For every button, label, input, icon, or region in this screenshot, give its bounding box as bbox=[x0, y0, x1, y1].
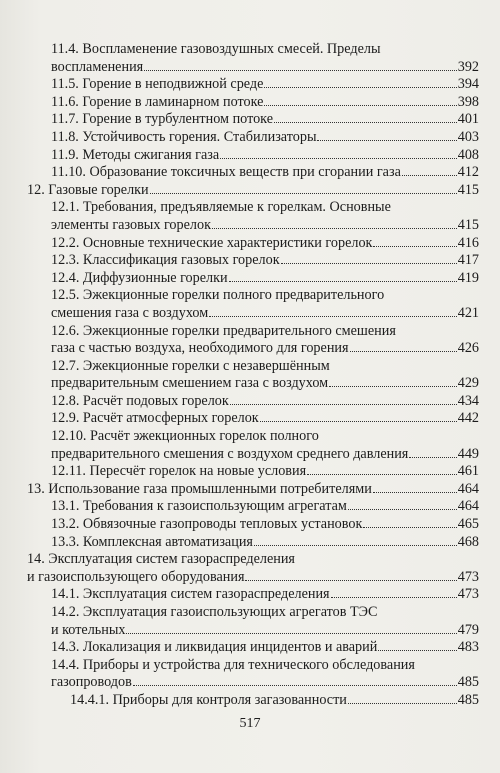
toc-entry-title: 14.3. Локализация и ликвидация инцидентов и аварий bbox=[51, 639, 378, 656]
toc-entry[interactable] bbox=[27, 111, 479, 129]
toc-entry-page: 485 bbox=[457, 674, 479, 691]
toc-entry[interactable] bbox=[27, 551, 479, 586]
dot-leader bbox=[409, 446, 456, 458]
toc-entry-page: 464 bbox=[457, 480, 479, 497]
toc-entry[interactable] bbox=[27, 358, 479, 393]
toc-entry-page: 392 bbox=[457, 58, 479, 75]
toc-entry-title: смешения газа с воздухом bbox=[51, 304, 209, 321]
toc-entry[interactable] bbox=[27, 393, 479, 411]
toc-entry-title: 12.9. Расчёт атмосферных горелок bbox=[51, 410, 259, 427]
dot-leader bbox=[402, 164, 457, 176]
dot-leader bbox=[348, 692, 457, 704]
dot-leader bbox=[281, 252, 457, 264]
toc-entry-page: 415 bbox=[457, 181, 479, 198]
toc-entry[interactable] bbox=[27, 534, 479, 552]
toc-entry[interactable] bbox=[27, 252, 479, 270]
toc-entry-title: 12.10. Расчёт эжекционных горелок полного bbox=[51, 428, 319, 445]
toc-entry-page: 483 bbox=[457, 639, 479, 656]
toc-entry-title: воспламенения bbox=[51, 58, 144, 75]
toc-entry[interactable] bbox=[27, 639, 479, 657]
toc-entry-title: 11.9. Методы сжигания газа bbox=[51, 146, 220, 163]
toc-entry[interactable] bbox=[27, 657, 479, 692]
toc-entry-title: 12.2. Основные технические характеристики горелок bbox=[51, 234, 373, 251]
toc-entry-page: 485 bbox=[457, 691, 479, 708]
toc-entry-page: 434 bbox=[457, 392, 479, 409]
toc-entry[interactable] bbox=[27, 410, 479, 428]
toc-entry-title: 12.1. Требования, предъявляемые к горелкам. Основные bbox=[51, 199, 391, 216]
toc-entry-title: 11.10. Образование токсичных веществ при сгорании газа bbox=[51, 164, 401, 181]
dot-leader bbox=[150, 182, 457, 194]
toc-entry-title: 13. Использование газа промышленными потребителями bbox=[27, 480, 372, 497]
toc-entry-title: 11.4. Воспламенение газовоздушных смесей. Пределы bbox=[51, 41, 381, 57]
toc-entry-page: 403 bbox=[457, 128, 479, 145]
toc-entry[interactable] bbox=[27, 182, 479, 200]
toc-entry-page: 473 bbox=[457, 568, 479, 585]
dot-leader bbox=[378, 639, 456, 651]
toc-entry-page: 421 bbox=[457, 304, 479, 321]
toc-entry[interactable] bbox=[27, 604, 479, 639]
toc-entry[interactable] bbox=[27, 164, 479, 182]
toc-entry-page: 468 bbox=[457, 533, 479, 550]
dot-leader bbox=[260, 410, 457, 422]
toc-entry[interactable] bbox=[27, 41, 479, 76]
toc-entry-title: и газоиспользующего оборудования bbox=[27, 568, 245, 585]
dot-leader bbox=[363, 516, 456, 528]
toc-entry-title: 12.5. Эжекционные горелки полного предварительного bbox=[51, 287, 385, 304]
toc-entry[interactable] bbox=[27, 287, 479, 322]
toc-entry-page: 479 bbox=[457, 621, 479, 638]
toc-entry-page: 416 bbox=[457, 234, 479, 251]
toc-entry-page: 417 bbox=[457, 252, 479, 269]
toc-entry[interactable] bbox=[27, 199, 479, 234]
dot-leader bbox=[212, 217, 457, 229]
toc-entry-title: 14. Эксплуатация систем газораспределения bbox=[27, 551, 295, 568]
toc-entry[interactable] bbox=[27, 270, 479, 288]
toc-entry-title: 12.8. Расчёт подовых горелок bbox=[51, 392, 229, 409]
table-of-contents bbox=[27, 41, 479, 710]
toc-entry-title: 11.7. Горение в турбулентном потоке bbox=[51, 111, 274, 128]
toc-entry-page: 429 bbox=[457, 375, 479, 392]
toc-entry-page: 461 bbox=[457, 463, 479, 480]
toc-entry-page: 415 bbox=[457, 216, 479, 233]
toc-entry-title: 12.6. Эжекционные горелки предварительного смешения bbox=[51, 322, 396, 339]
toc-entry[interactable] bbox=[27, 586, 479, 604]
toc-entry-title: 14.1. Эксплуатация систем газораспределения bbox=[51, 586, 330, 603]
toc-entry-page: 464 bbox=[457, 498, 479, 515]
dot-leader bbox=[373, 481, 457, 493]
toc-entry-page: 473 bbox=[457, 586, 479, 603]
toc-entry[interactable] bbox=[27, 481, 479, 499]
dot-leader bbox=[264, 94, 456, 106]
toc-entry-title: 13.1. Требования к газоиспользующим агрегатам bbox=[51, 498, 347, 515]
toc-entry-page: 408 bbox=[457, 146, 479, 163]
toc-entry-page: 398 bbox=[457, 93, 479, 110]
toc-entry-title: 13.2. Обвязочные газопроводы тепловых установок bbox=[51, 516, 363, 533]
dot-leader bbox=[348, 498, 457, 510]
toc-entry-title: 12. Газовые горелки bbox=[27, 181, 149, 198]
toc-entry[interactable] bbox=[27, 235, 479, 253]
toc-entry-title: 14.4.1. Приборы для контроля загазованности bbox=[70, 691, 347, 708]
toc-entry-title: 11.5. Горение в неподвижной среде bbox=[51, 76, 264, 93]
toc-entry-page: 401 bbox=[457, 111, 479, 128]
toc-entry[interactable] bbox=[27, 94, 479, 112]
dot-leader bbox=[220, 147, 457, 159]
toc-entry-page: 412 bbox=[457, 164, 479, 181]
toc-entry[interactable] bbox=[27, 692, 479, 710]
toc-entry-title: 11.8. Устойчивость горения. Стабилизаторы bbox=[51, 128, 317, 145]
toc-entry[interactable] bbox=[27, 498, 479, 516]
toc-entry-page: 442 bbox=[457, 410, 479, 427]
toc-entry-title: 14.2. Эксплуатация газоиспользующих агрегатов ТЭС bbox=[51, 604, 378, 620]
toc-entry-title: 12.7. Эжекционные горелки с незавершённым bbox=[51, 357, 330, 374]
toc-entry-title: предварительного смешения с воздухом среднего давления bbox=[51, 445, 409, 462]
dot-leader bbox=[274, 111, 457, 123]
dot-leader bbox=[331, 586, 457, 598]
toc-entry-title: 13.3. Комплексная автоматизация bbox=[51, 533, 253, 550]
toc-entry[interactable] bbox=[27, 323, 479, 358]
toc-entry-title: газа с частью воздуха, необходимого для горения bbox=[51, 340, 349, 357]
page-number: 517 bbox=[239, 716, 261, 731]
toc-entry[interactable] bbox=[27, 428, 479, 463]
toc-entry-title: 11.6. Горение в ламинарном потоке bbox=[51, 93, 264, 110]
dot-leader bbox=[133, 674, 457, 686]
toc-entry-page: 465 bbox=[457, 516, 479, 533]
dot-leader bbox=[126, 622, 456, 634]
toc-entry[interactable] bbox=[27, 129, 479, 147]
toc-entry-page: 394 bbox=[457, 76, 479, 93]
dot-leader bbox=[329, 375, 457, 387]
dot-leader bbox=[307, 463, 457, 475]
dot-leader bbox=[350, 340, 457, 352]
dot-leader bbox=[209, 305, 457, 317]
dot-leader bbox=[373, 235, 456, 247]
dot-leader bbox=[229, 270, 457, 282]
dot-leader bbox=[254, 534, 457, 546]
toc-entry-page: 419 bbox=[457, 269, 479, 286]
toc-entry-page: 426 bbox=[457, 340, 479, 357]
toc-entry-title: 12.11. Пересчёт горелок на новые условия bbox=[51, 463, 307, 480]
dot-leader bbox=[245, 569, 456, 581]
toc-entry-title: предварительным смешением газа с воздухом bbox=[51, 375, 329, 392]
toc-entry-title: и котельных bbox=[51, 621, 126, 638]
toc-entry[interactable] bbox=[27, 147, 479, 165]
dot-leader bbox=[317, 129, 456, 141]
toc-entry-title: элементы газовых горелок bbox=[51, 216, 211, 233]
toc-entry[interactable] bbox=[27, 516, 479, 534]
toc-entry-title: 12.4. Диффузионные горелки bbox=[51, 269, 228, 286]
dot-leader bbox=[144, 59, 457, 71]
toc-entry[interactable] bbox=[27, 463, 479, 481]
toc-entry-page: 449 bbox=[457, 445, 479, 462]
dot-leader bbox=[264, 76, 456, 88]
dot-leader bbox=[230, 393, 457, 405]
toc-entry[interactable] bbox=[27, 76, 479, 94]
toc-entry-title: газопроводов bbox=[51, 674, 132, 691]
toc-entry-title: 12.3. Классификация газовых горелок bbox=[51, 252, 280, 269]
toc-entry-title: 14.4. Приборы и устройства для технического обследования bbox=[51, 656, 415, 673]
